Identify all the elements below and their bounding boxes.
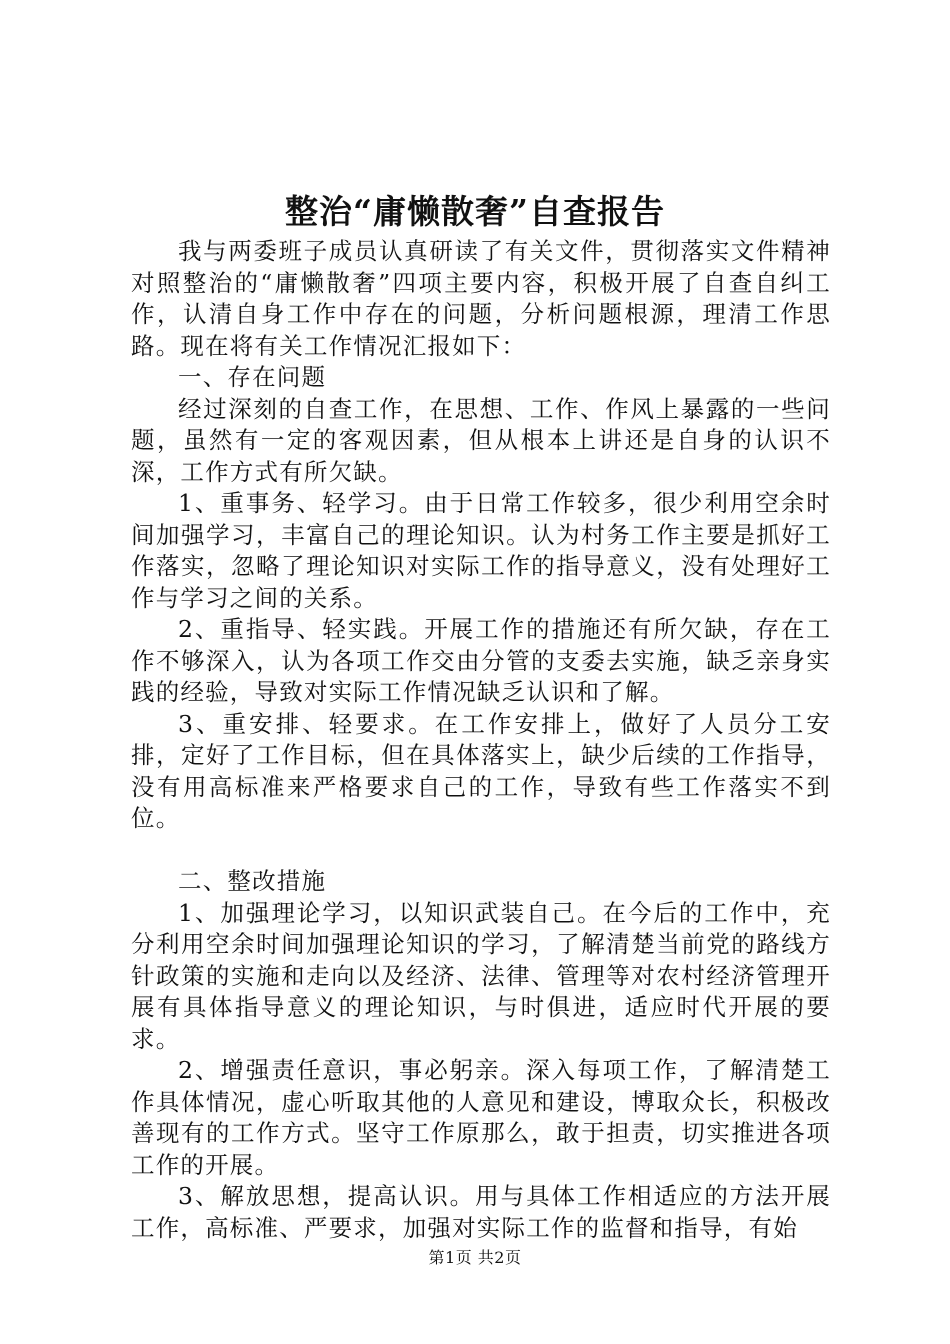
problem-item-1: 1、重事务、轻学习。由于日常工作较多，很少利用空余时间加强学习，丰富自己的理论知识。认为村务工作主要是抓好工作落实，忽略了理论知识对实际工作的指导意义，没有处理好工作与学习之间的关系。 xyxy=(131,489,831,612)
measure-item-1: 1、加强理论学习，以知识武装自己。在今后的工作中，充分利用空余时间加强理论知识的学习，了解清楚当前党的路线方针政策的实施和走向以及经济、法律、管理等对农村经济管理开展有具体指导意义的理论知识，与时俱进，适应时代开展的要求。 xyxy=(131,898,831,1053)
measure-item-3: 3、解放思想，提高认识。用与具体工作相适应的方法开展工作，高标准、严要求，加强对实际工作的监督和指导，有始 xyxy=(131,1182,831,1242)
problem-item-2: 2、重指导、轻实践。开展工作的措施还有所欠缺，存在工作不够深入，认为各项工作交由分管的支委去实施，缺乏亲身实践的经验，导致对实际工作情况缺乏认识和了解。 xyxy=(131,615,831,706)
page-number-footer: 第1页 共2页 xyxy=(428,1248,522,1267)
section-heading-problems: 一、存在问题 xyxy=(178,363,327,391)
section-heading-measures: 二、整改措施 xyxy=(178,867,327,895)
problem-item-3: 3、重安排、轻要求。在工作安排上，做好了人员分工安排，定好了工作目标，但在具体落实上，缺少后续的工作指导，没有用高标准来严格要求自己的工作，导致有些工作落实不到位。 xyxy=(131,709,831,832)
intro-paragraph: 我与两委班子成员认真研读了有关文件，贯彻落实文件精神对照整治的“庸懒散奢”四项主要内容，积极开展了自查自纠工作，认清自身工作中存在的问题，分析问题根源，理清工作思路。现在将有关工作情况汇报如下： xyxy=(131,237,831,360)
problems-summary-paragraph: 经过深刻的自查工作，在思想、工作、作风上暴露的一些问题，虽然有一定的客观因素，但从根本上讲还是自身的认识不深，工作方式有所欠缺。 xyxy=(131,394,831,486)
measure-item-2: 2、增强责任意识，事必躬亲。深入每项工作，了解清楚工作具体情况，虚心听取其他的人意见和建设，博取众长，积极改善现有的工作方式。坚守工作原那么，敢于担责，切实推进各项工作的开展。 xyxy=(131,1056,831,1179)
document-title: 整治“庸懒散奢”自查报告 xyxy=(285,192,665,231)
document-body xyxy=(131,236,831,1244)
